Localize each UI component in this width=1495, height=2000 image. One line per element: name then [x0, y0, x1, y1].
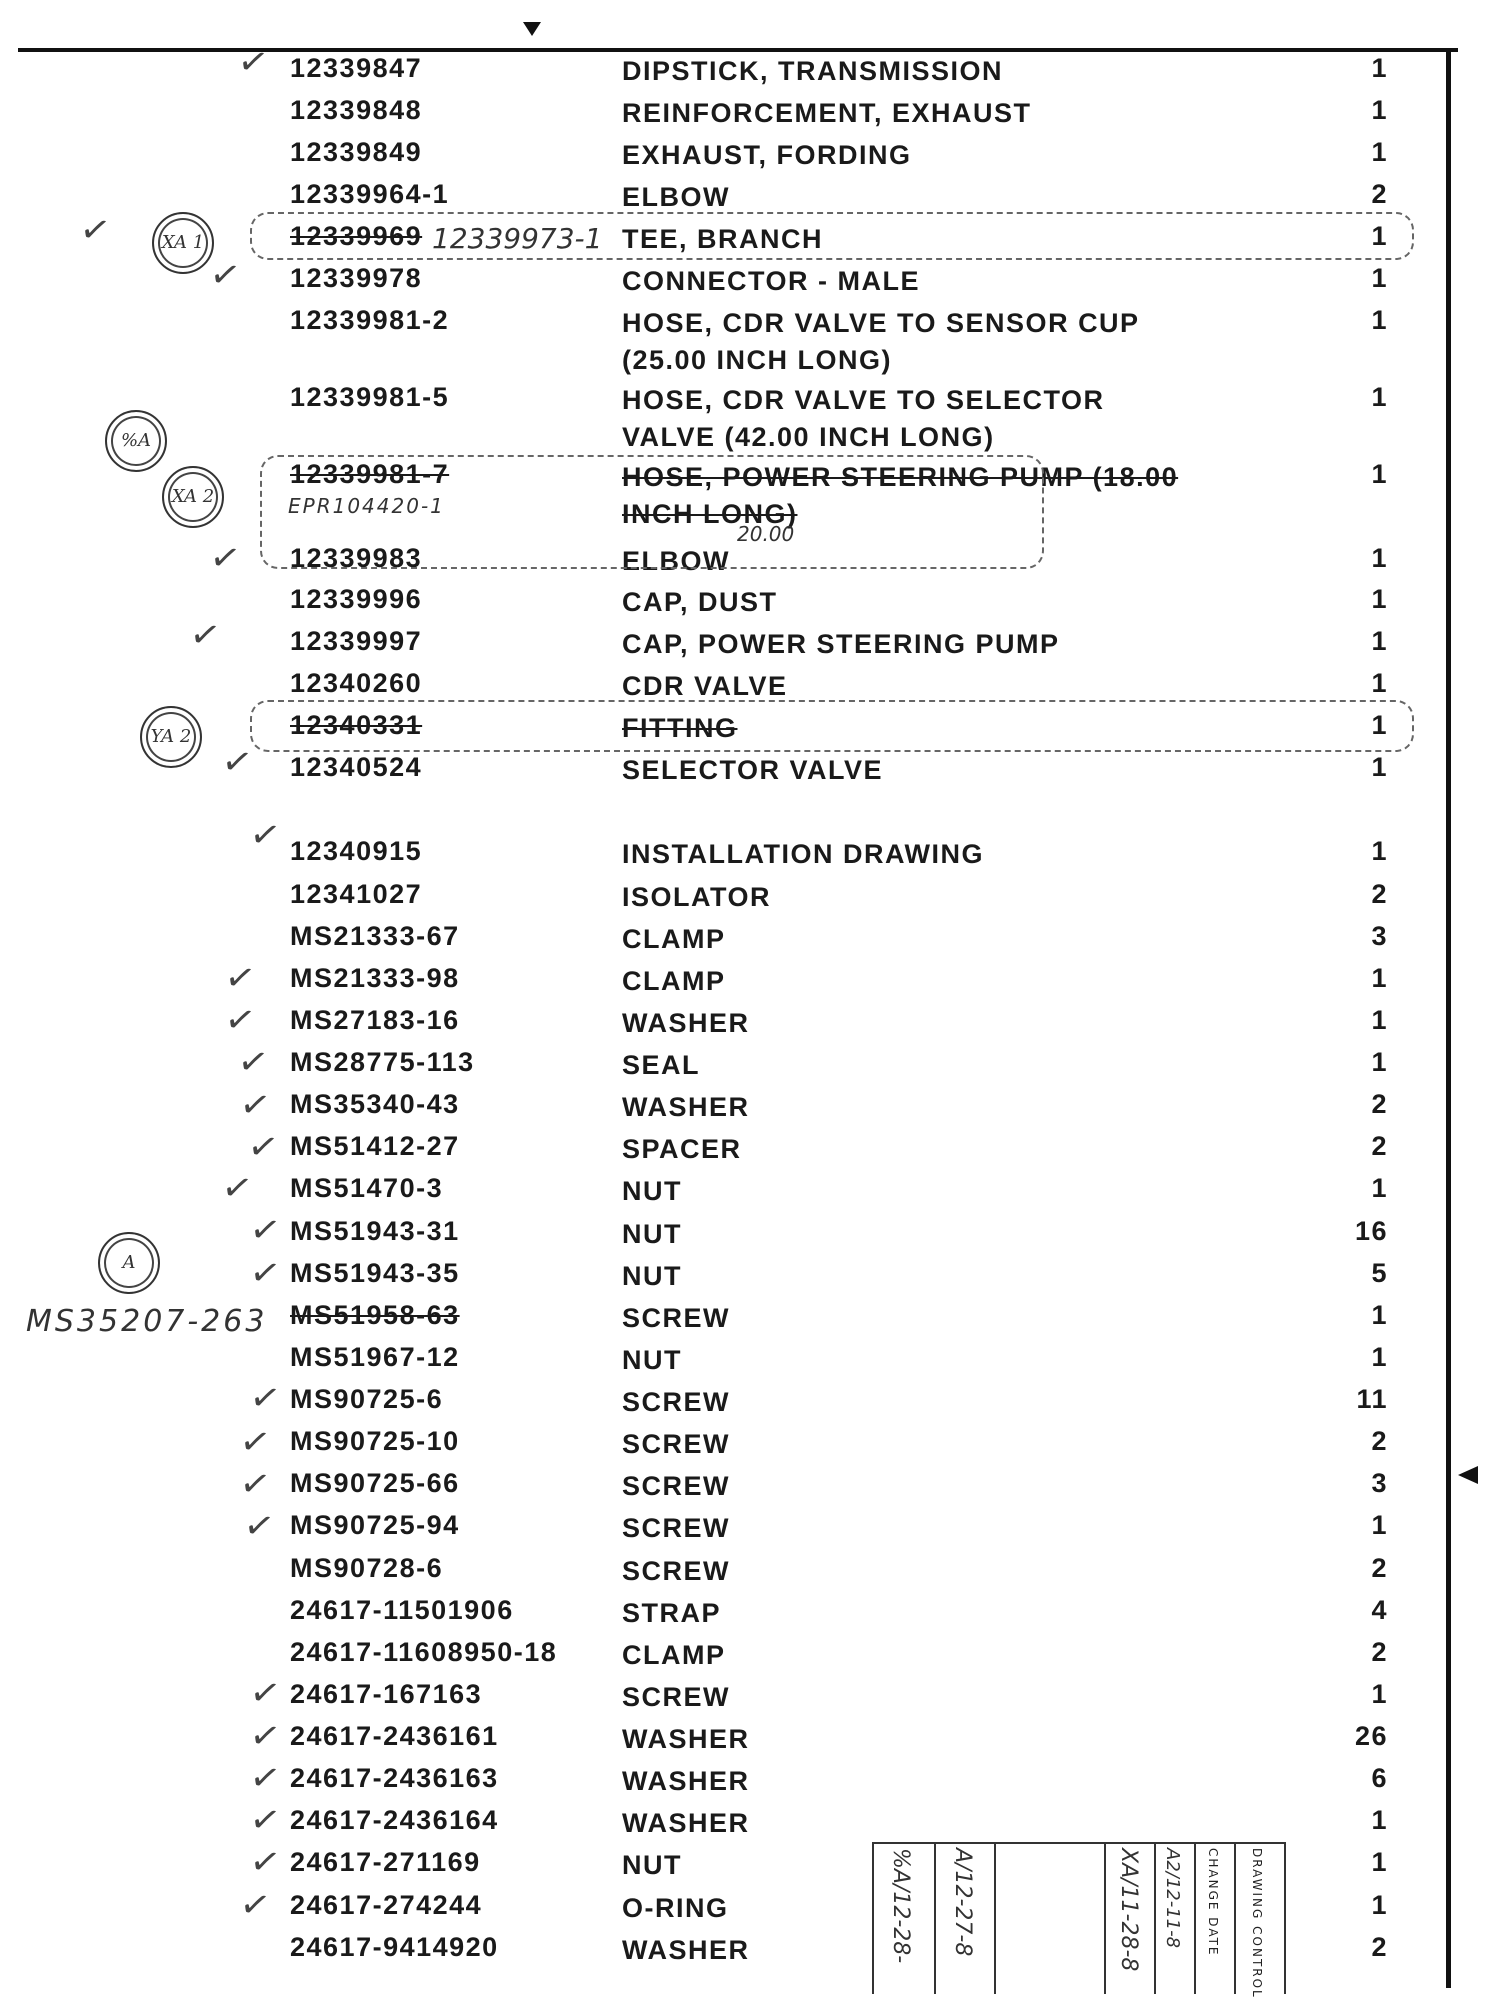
part-number: 12339978 [290, 263, 423, 293]
part-quantity: 1 [1371, 1510, 1388, 1540]
part-number: 24617-11501906 [290, 1595, 514, 1625]
part-number: 24617-9414920 [290, 1932, 499, 1962]
change-date-label: CHANGE DATE [1206, 1848, 1220, 1957]
part-quantity: 6 [1371, 1763, 1388, 1793]
part-number: MS51412-27 [290, 1131, 460, 1161]
part-number: 12341027 [290, 879, 423, 909]
part-description: HOSE, CDR VALVE TO SENSOR CUP (25.00 INCH LONG) [622, 308, 1140, 375]
check-mark-icon: ✓ [244, 1124, 282, 1171]
top-border-line [18, 48, 1458, 52]
part-number: 24617-2436164 [290, 1805, 499, 1835]
check-mark-icon: ✓ [221, 997, 259, 1044]
part-number: 12339983 [290, 543, 423, 573]
table-row [0, 1089, 1495, 1129]
drawing-control-label: DRAWING CONTROL [1250, 1848, 1264, 1999]
part-description: CLAMP [622, 924, 726, 954]
part-number: 12339996 [290, 584, 423, 614]
part-quantity: 2 [1371, 1637, 1388, 1667]
part-description: SCREW [622, 1387, 730, 1417]
revision-stamp-icon: XA 2 [162, 466, 224, 528]
part-description: WASHER [622, 1766, 750, 1796]
table-row [0, 1426, 1495, 1466]
part-number: MS21333-98 [290, 963, 460, 993]
part-quantity: 1 [1371, 1805, 1388, 1835]
part-description: CLAMP [622, 1640, 726, 1670]
table-row [0, 1679, 1495, 1719]
check-mark-icon: ✓ [236, 1082, 274, 1129]
part-number: MS21333-67 [290, 921, 460, 951]
part-number: MS51967-12 [290, 1342, 460, 1372]
drawing-control-title-block [872, 1842, 1286, 1999]
part-description: CAP, POWER STEERING PUMP [622, 629, 1060, 659]
check-mark-icon: ✓ [236, 1419, 274, 1466]
handwritten-replacement-part: MS35207-263 [26, 1304, 268, 1339]
part-description: O-RING [622, 1893, 729, 1923]
part-number: MS51958-63 [290, 1300, 460, 1330]
part-quantity: 1 [1371, 1847, 1388, 1877]
part-number: 12339964-1 [290, 179, 450, 209]
part-description: SCREW [622, 1682, 730, 1712]
table-row [0, 1805, 1495, 1845]
part-quantity: 1 [1371, 263, 1388, 293]
part-quantity: 1 [1371, 626, 1388, 656]
part-number: 24617-11608950-18 [290, 1637, 558, 1667]
part-quantity: 1 [1371, 836, 1388, 866]
part-quantity: 1 [1371, 137, 1388, 167]
part-quantity: 3 [1371, 921, 1388, 951]
table-row [0, 879, 1495, 919]
part-description: SELECTOR VALVE [622, 755, 884, 785]
revision-stamp-icon: A [98, 1232, 160, 1294]
check-mark-icon: ✓ [221, 955, 259, 1002]
part-description: NUT [622, 1850, 682, 1880]
title-block-cell [1194, 1844, 1234, 1994]
part-number: MS51943-31 [290, 1216, 460, 1246]
part-description: NUT [622, 1176, 682, 1206]
part-quantity: 11 [1356, 1384, 1388, 1414]
check-mark-icon: ✓ [246, 1797, 284, 1844]
part-number: 12340260 [290, 668, 423, 698]
part-number: 12339981-7 [290, 459, 450, 489]
part-quantity: 1 [1371, 1342, 1388, 1372]
part-number: 12339981-2 [290, 305, 450, 335]
check-mark-icon: ✓ [218, 739, 256, 786]
part-quantity: 1 [1371, 710, 1388, 740]
check-mark-icon: ✓ [206, 252, 244, 299]
part-number: 24617-2436163 [290, 1763, 499, 1793]
table-row [0, 836, 1495, 876]
check-mark-icon: ✓ [206, 535, 244, 582]
part-number: MS90725-6 [290, 1384, 444, 1414]
part-quantity: 1 [1371, 1300, 1388, 1330]
part-quantity: 1 [1371, 382, 1388, 412]
part-description: TEE, BRANCH [622, 224, 824, 254]
part-description: ELBOW [622, 546, 730, 576]
part-quantity: 1 [1371, 752, 1388, 782]
revision-stamp-icon: YA 2 [140, 706, 202, 768]
table-row [0, 305, 1495, 385]
part-quantity: 5 [1371, 1258, 1388, 1288]
part-quantity: 16 [1354, 1216, 1388, 1246]
part-number: MS51470-3 [290, 1173, 444, 1203]
part-description: SCREW [622, 1429, 730, 1459]
part-description: DIPSTICK, TRANSMISSION [622, 56, 1004, 86]
part-number: 12339981-5 [290, 382, 450, 412]
revision-stamp-icon: XA 1 [152, 212, 214, 274]
part-description: WASHER [622, 1092, 750, 1122]
top-marker-triangle-icon [523, 22, 541, 36]
part-description: SPACER [622, 1134, 742, 1164]
part-quantity: 1 [1371, 668, 1388, 698]
change-date-entry: A2/12-11-8 [1162, 1848, 1183, 1949]
part-number: MS90725-94 [290, 1510, 460, 1540]
table-row [0, 584, 1495, 624]
check-mark-icon: ✓ [246, 1755, 284, 1802]
check-mark-icon: ✓ [236, 1882, 274, 1929]
table-row [0, 1047, 1495, 1087]
part-description: SCREW [622, 1513, 730, 1543]
check-mark-icon: ✓ [234, 39, 272, 86]
part-description: ELBOW [622, 182, 730, 212]
table-row [0, 1384, 1495, 1424]
part-quantity: 1 [1371, 95, 1388, 125]
check-mark-icon: ✓ [246, 1713, 284, 1760]
part-quantity: 2 [1371, 1426, 1388, 1456]
part-quantity: 1 [1371, 459, 1388, 489]
part-description: WASHER [622, 1008, 750, 1038]
part-number: MS35340-43 [290, 1089, 460, 1119]
part-quantity: 2 [1371, 1932, 1388, 1962]
table-row [0, 382, 1495, 462]
part-description: INSTALLATION DRAWING [622, 839, 984, 869]
part-number: 12339849 [290, 137, 423, 167]
part-description: FITTING [622, 713, 738, 743]
part-number: 12339848 [290, 95, 423, 125]
part-number: 24617-271169 [290, 1847, 481, 1877]
revision-stamp-icon: %A [105, 410, 167, 472]
part-description: SEAL [622, 1050, 701, 1080]
table-row [0, 921, 1495, 961]
part-number: 12339997 [290, 626, 423, 656]
part-description: ISOLATOR [622, 882, 772, 912]
part-number: MS90728-6 [290, 1553, 444, 1583]
change-date-entry: %A/12-28- [888, 1848, 913, 1964]
check-mark-icon: ✓ [76, 207, 114, 254]
part-description: NUT [622, 1219, 682, 1249]
table-row [0, 626, 1495, 666]
check-mark-icon: ✓ [218, 1165, 256, 1212]
handwritten-length-correction: 20.00 [737, 522, 795, 546]
part-quantity: 1 [1371, 1005, 1388, 1035]
part-quantity: 1 [1371, 963, 1388, 993]
part-number: 24617-167163 [290, 1679, 483, 1709]
table-row [0, 1763, 1495, 1803]
part-quantity: 1 [1371, 305, 1388, 335]
check-mark-icon: ✓ [234, 1039, 272, 1086]
part-description: REINFORCEMENT, EXHAUST [622, 98, 1032, 128]
check-mark-icon: ✓ [246, 1670, 284, 1717]
part-quantity: 1 [1371, 1173, 1388, 1203]
part-description: NUT [622, 1345, 682, 1375]
part-quantity: 2 [1371, 1131, 1388, 1161]
part-description: SCREW [622, 1303, 730, 1333]
table-row [0, 1216, 1495, 1256]
check-mark-icon: ✓ [246, 1839, 284, 1886]
part-description: HOSE, POWER STEERING PUMP (18.00 INCH LONG) [622, 462, 1179, 529]
table-row [0, 1131, 1495, 1171]
table-row [0, 1637, 1495, 1677]
part-number: MS28775-113 [290, 1047, 475, 1077]
part-quantity: 2 [1371, 179, 1388, 209]
check-mark-icon: ✓ [240, 1503, 278, 1550]
part-description: STRAP [622, 1598, 722, 1628]
part-quantity: 1 [1371, 584, 1388, 614]
table-row [0, 137, 1495, 177]
part-quantity: 4 [1371, 1595, 1388, 1625]
check-mark-icon: ✓ [246, 812, 284, 859]
part-quantity: 2 [1371, 1089, 1388, 1119]
handwritten-replacement-part: 12339973-1 [432, 222, 603, 255]
part-quantity: 1 [1371, 53, 1388, 83]
part-quantity: 3 [1371, 1468, 1388, 1498]
part-description: CLAMP [622, 966, 726, 996]
table-row [0, 1468, 1495, 1508]
handwritten-replacement-part: EPR104420-1 [288, 494, 445, 518]
part-quantity: 2 [1371, 1553, 1388, 1583]
part-description: CONNECTOR - MALE [622, 266, 920, 296]
part-quantity: 26 [1354, 1721, 1388, 1751]
title-block-cell [1154, 1844, 1194, 1994]
part-number: 12340524 [290, 752, 423, 782]
part-number: MS90725-10 [290, 1426, 460, 1456]
part-number: MS90725-66 [290, 1468, 460, 1498]
part-quantity: 1 [1371, 221, 1388, 251]
revision-cloud [250, 700, 1414, 752]
revision-cloud [250, 212, 1414, 260]
part-number: MS27183-16 [290, 1005, 460, 1035]
part-number: 12339969 [290, 221, 423, 251]
part-number: 24617-274244 [290, 1890, 483, 1920]
title-block-cell [874, 1844, 932, 1994]
table-row [0, 53, 1495, 93]
table-row [0, 1342, 1495, 1382]
part-number: 12340331 [290, 710, 423, 740]
table-row [0, 1553, 1495, 1593]
table-row [0, 1258, 1495, 1298]
table-row [0, 95, 1495, 135]
part-quantity: 1 [1371, 1890, 1388, 1920]
check-mark-icon: ✓ [186, 612, 224, 659]
check-mark-icon: ✓ [246, 1375, 284, 1422]
part-description: SCREW [622, 1556, 730, 1586]
change-date-entry: A/12-27-8 [950, 1848, 975, 1957]
title-block-cell [934, 1844, 994, 1994]
table-row [0, 1510, 1495, 1550]
part-description: CAP, DUST [622, 587, 778, 617]
part-description: HOSE, CDR VALVE TO SELECTOR VALVE (42.00 INCH LONG) [622, 385, 1105, 452]
part-quantity: 1 [1371, 1047, 1388, 1077]
check-mark-icon: ✓ [246, 1250, 284, 1297]
part-number: 12340915 [290, 836, 423, 866]
part-quantity: 1 [1371, 1679, 1388, 1709]
part-quantity: 2 [1371, 879, 1388, 909]
title-block-cell [1104, 1844, 1154, 1994]
part-number: 24617-2436161 [290, 1721, 499, 1751]
part-number: MS51943-35 [290, 1258, 460, 1288]
part-description: NUT [622, 1261, 682, 1291]
part-description: EXHAUST, FORDING [622, 140, 912, 170]
table-row [0, 1595, 1495, 1635]
part-description: SCREW [622, 1471, 730, 1501]
title-block-cell [994, 1844, 1104, 1994]
part-quantity: 1 [1371, 543, 1388, 573]
part-description: WASHER [622, 1935, 750, 1965]
change-date-entry: XA/11-28-8 [1116, 1848, 1141, 1972]
table-row [0, 1721, 1495, 1761]
part-description: WASHER [622, 1724, 750, 1754]
check-mark-icon: ✓ [236, 1461, 274, 1508]
title-block-cell [1234, 1844, 1284, 1999]
part-description: WASHER [622, 1808, 750, 1838]
part-description: CDR VALVE [622, 671, 788, 701]
part-number: 12339847 [290, 53, 423, 83]
check-mark-icon: ✓ [246, 1207, 284, 1254]
